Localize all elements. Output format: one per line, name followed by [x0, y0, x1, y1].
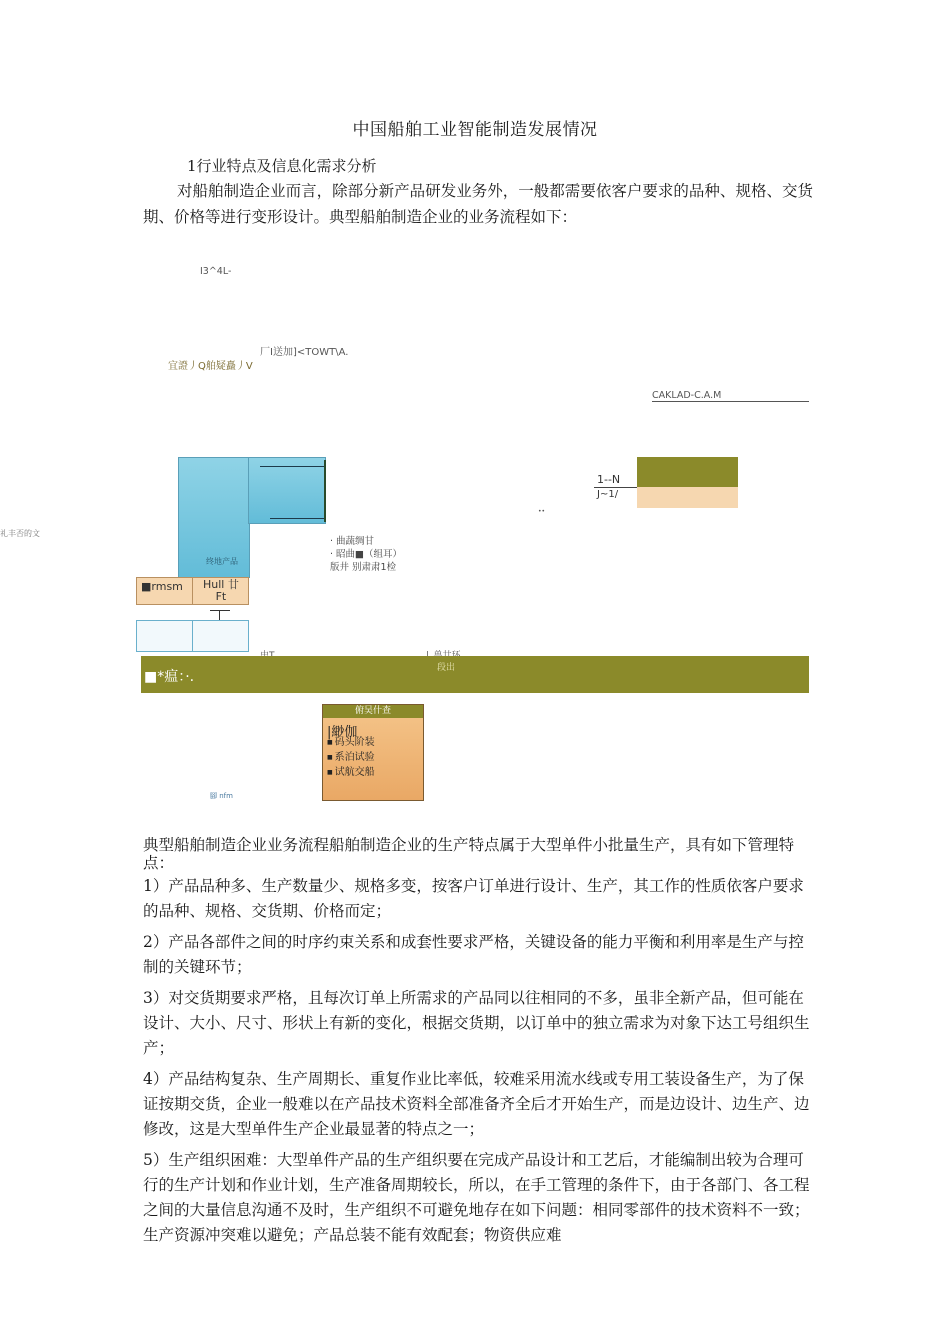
- process-list-item: · 曲蔬绸甘: [330, 536, 375, 547]
- diagram-label-top: I3^4L-: [200, 266, 232, 277]
- delivery-panel-list: [327, 735, 375, 780]
- delivery-panel-item: ■ 试航交船: [327, 765, 375, 780]
- cad-underline: [652, 401, 809, 402]
- caption-paragraph: 典型船舶制造企业业务流程船舶制造企业的生产特点属于大型单件小批量生产，具有如下管理特点：: [143, 836, 795, 872]
- diagram-label-cad: CAKLAD-C.A.M: [652, 390, 722, 401]
- delivery-panel-item: ■ 系泊试验: [327, 750, 375, 765]
- point-item: 4）产品结构复杂、生产周期长、重复作业比率低，较难采用流水线或专用工装设备生产，为了保证按期交货，企业一般难以在产品技术资料全部准备齐全后才开始生产，而是边设计、边生产、边修改，这是大型单件生产企业最显著的特点之一；: [143, 1070, 810, 1138]
- right-olive-box: [637, 457, 738, 487]
- process-list-item: 版井 别肃肃1检: [330, 562, 397, 573]
- right-tan-box: [637, 487, 738, 508]
- diagram-mark: ••: [538, 508, 546, 515]
- grid-cell-2: [192, 620, 249, 652]
- connector-line-bottom: [270, 518, 324, 519]
- diagram-label-a: 厂I送加]<TOWT\A.: [260, 347, 349, 358]
- olive-banner-text: ■*瘟：·.: [144, 669, 195, 685]
- hull-box: [192, 577, 249, 605]
- diagram-label-right1: 1--N: [597, 473, 621, 486]
- process-list: [330, 535, 403, 573]
- delivery-panel: [322, 704, 424, 801]
- page-title: 中国船舶工业智能制造发展情况: [352, 120, 598, 140]
- right-divider: [594, 487, 637, 488]
- olive-banner: [141, 656, 809, 693]
- diagram-label-hull: Hull 廿 Ft: [203, 578, 239, 603]
- grid-cell-1: [136, 620, 194, 652]
- process-list-item: · 昭曲■（组耳）: [330, 549, 403, 560]
- diagram-label-under3: 段出: [437, 663, 456, 673]
- diagram-label-b: 宜證丿Q舶疑矗丿V: [168, 361, 253, 372]
- points-list: [143, 874, 813, 1248]
- point-item: 3）对交货期要求严格，且每次订单上所需求的产品同以往相同的不多，虽非全新产品，但可能在设计、大小、尺寸、形状上有新的变化，根据交货期，以订单中的独立需求为对象下达工号组织生产；: [143, 989, 810, 1057]
- diagram-label-blue: 终地产品: [206, 557, 238, 566]
- diagram-label-right2: J~1/: [597, 489, 619, 500]
- blue-process-box-right: [248, 457, 326, 524]
- diagram-label-rmsm: ■rmsm: [141, 580, 183, 593]
- section-heading: 1行业特点及信息化需求分析: [187, 157, 377, 175]
- tee-stem: [219, 610, 220, 620]
- point-item: 1）产品品种多、生产数量少、规格多变，按客户订单进行设计、生产，其工作的性质依客户要求的品种、规格、交货期、价格而定；: [143, 877, 804, 920]
- connector-line-vertical: [324, 460, 326, 522]
- rmsm-box: [136, 577, 194, 605]
- tee-bar: [210, 610, 230, 611]
- diagram-label-left-edge: 礼丰否的文: [0, 529, 40, 538]
- point-item: 5）生产组织困难：大型单件产品的生产组织要在完成产品设计和工艺后，才能编制出较为合理可行的生产计划和作业计划，生产准备周期较长，所以，在手工管理的条件下，由于各部门、各工程之间的大量信息沟通不及时，生产组织不可避免地存在如下问题：相同零部件的技术资料不一致；生产资源冲突难以避免；产品总装不能有效配套；物资供应难: [143, 1151, 810, 1244]
- delivery-panel-header: 俯吴什查: [323, 705, 423, 718]
- delivery-panel-ctrl: |緲伽: [327, 725, 358, 740]
- connector-line-top: [260, 466, 324, 467]
- intro-paragraph: 对船舶制造企业而言，除部分新产品研发业务外，一般都需要依客户要求的品种、规格、交货期、价格等进行变形设计。典型船舶制造企业的业务流程如下：: [143, 182, 813, 226]
- point-item: 2）产品各部件之间的时序约束关系和成套性要求严格，关键设备的能力平衡和利用率是生产与控制的关键环节；: [143, 933, 804, 976]
- delivery-panel-item: ■ 码头阶装: [327, 735, 375, 750]
- diagram-label-bottom: 腳 nfm: [210, 792, 233, 800]
